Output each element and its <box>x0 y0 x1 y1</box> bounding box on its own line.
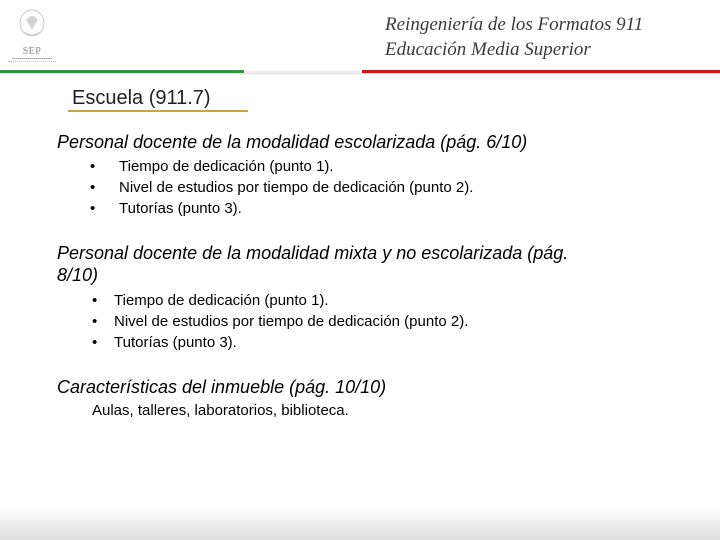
logo-subtext-decoration <box>8 61 56 65</box>
list-item <box>92 290 468 311</box>
logo-text: SEP <box>22 46 42 57</box>
list-item-text: Tutorías (punto 3). <box>114 334 237 351</box>
bullet-icon: • <box>92 313 98 330</box>
bullet-icon: • <box>92 334 98 351</box>
section-title-underline <box>68 110 248 112</box>
list-item <box>90 177 474 198</box>
logo-rule <box>12 58 52 59</box>
header-bar-shadow <box>0 73 720 75</box>
footer-shade <box>0 508 720 540</box>
list-item <box>90 156 473 177</box>
block2-heading-line1: Personal docente de la modalidad mixta y no escolarizada (pág. <box>57 243 569 263</box>
header-title-line2: Educación Media Superior <box>385 39 591 60</box>
sep-logo <box>6 6 58 66</box>
header-title-line1: Reingeniería de los Formatos 911 <box>385 14 644 35</box>
list-item-text: Tutorías (punto 3). <box>119 200 242 217</box>
block2-heading-line2: 8/10) <box>57 265 99 285</box>
list-item-text: Tiempo de dedicación (punto 1). <box>114 292 329 309</box>
block3-heading: Características del inmueble (pág. 10/10) <box>57 377 387 397</box>
list-item <box>92 311 469 332</box>
bullet-icon: • <box>90 200 96 217</box>
block2-list <box>92 290 469 353</box>
block2-heading <box>57 242 568 286</box>
bullet-icon: • <box>90 158 96 175</box>
block1-list <box>90 156 474 219</box>
list-item-text: Nivel de estudios por tiempo de dedicación (punto 2). <box>119 179 474 196</box>
bullet-icon: • <box>90 179 96 196</box>
section-title: Escuela (911.7) <box>72 87 211 109</box>
list-item-text: Nivel de estudios por tiempo de dedicación (punto 2). <box>114 313 469 330</box>
bullet-icon: • <box>92 292 98 309</box>
block3-text: Aulas, talleres, laboratorios, biblioteca. <box>92 402 349 419</box>
header-title <box>385 12 643 62</box>
list-item <box>90 198 473 219</box>
block1-heading: Personal docente de la modalidad escolarizada (pág. 6/10) <box>57 132 528 152</box>
list-item <box>92 332 468 353</box>
eagle-seal-icon <box>18 8 46 42</box>
list-item-text: Tiempo de dedicación (punto 1). <box>119 158 334 175</box>
